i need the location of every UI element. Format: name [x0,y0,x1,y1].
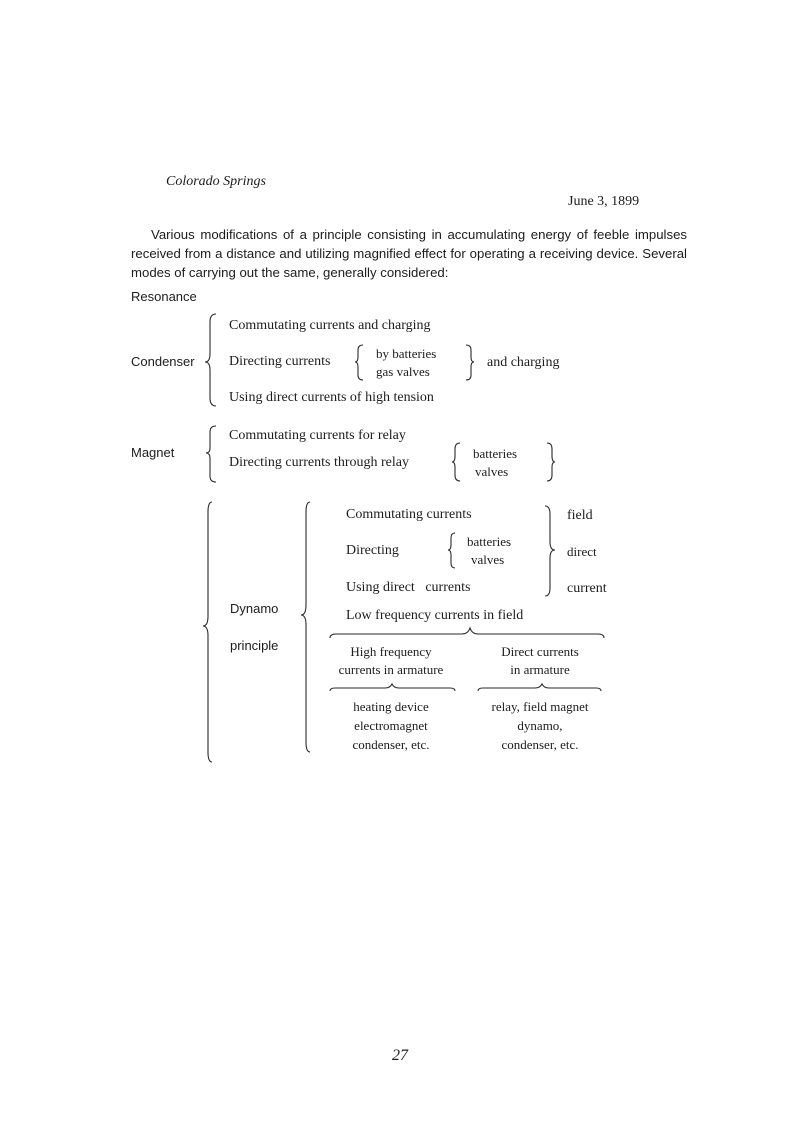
condenser-directing: Directing currents [229,354,331,369]
dynamo-label: Dynamo [230,601,279,616]
location-heading: Colorado Springs [166,174,266,189]
dynamo-using-direct: Using direct currents [346,580,471,595]
dynamo-low-frequency: Low frequency currents in field [346,608,524,623]
condenser-label: Condenser [131,354,195,369]
left-list-item: heating device [353,699,429,714]
page-number: 27 [392,1047,408,1064]
dynamo-directing: Directing [346,543,399,558]
condenser-by-batteries: by batteries [376,346,437,361]
dynamo-current: current [567,581,607,596]
right-list-item: condenser, etc. [501,737,579,752]
magnet-batteries: batteries [473,446,518,461]
magnet-left-inner-brace [452,443,460,481]
dynamo-right-brace [545,506,555,596]
dynamo-batteries: batteries [467,534,512,549]
magnet-directing: Directing currents through relay [229,455,409,470]
condenser-direct-high-tension: Using direct currents of high tension [229,390,434,405]
high-frequency-line1: High frequency [350,644,432,659]
dynamo-inner-brace [301,502,310,752]
right-list-item: relay, field magnet [491,699,589,714]
date-heading: June 3, 1899 [568,194,640,209]
right-list-item: dynamo, [517,718,563,733]
magnet-valves: valves [475,464,509,479]
magnet-brace [206,426,216,482]
dynamo-field: field [567,508,593,523]
dynamo-outer-brace [203,502,212,762]
dynamo-valves: valves [471,552,505,567]
high-frequency-line2: currents in armature [338,662,444,677]
intro-paragraph: Various modifications of a principle consisting in accumulating energy of feeble impulses received from a distance and utilizing magnified effect for operating a receiving device. Several modes of carrying out the same, generally considered: [131,227,687,280]
magnet-right-inner-brace [547,443,555,481]
direct-currents-line1: Direct currents [501,644,579,659]
dynamo-principle-label: principle [230,638,279,653]
dynamo-direct: direct [567,544,597,559]
condenser-left-inner-brace [355,345,363,380]
resonance-heading: Resonance [131,289,197,304]
condenser-brace [205,314,216,406]
magnet-commutating: Commutating currents for relay [229,428,406,443]
condenser-right-inner-brace [466,345,474,380]
direct-currents-rule [478,684,601,691]
condenser-and-charging: and charging [487,355,560,370]
left-list-item: electromagnet [354,718,428,733]
high-frequency-rule [330,684,455,691]
dynamo-commutating: Commutating currents [346,507,472,522]
dynamo-directing-brace [448,533,455,568]
left-list-item: condenser, etc. [352,737,430,752]
condenser-gas-valves: gas valves [376,364,430,379]
direct-currents-line2: in armature [510,662,570,677]
dynamo-top-rule [330,628,604,638]
condenser-commutating: Commutating currents and charging [229,318,431,333]
magnet-label: Magnet [131,445,175,460]
